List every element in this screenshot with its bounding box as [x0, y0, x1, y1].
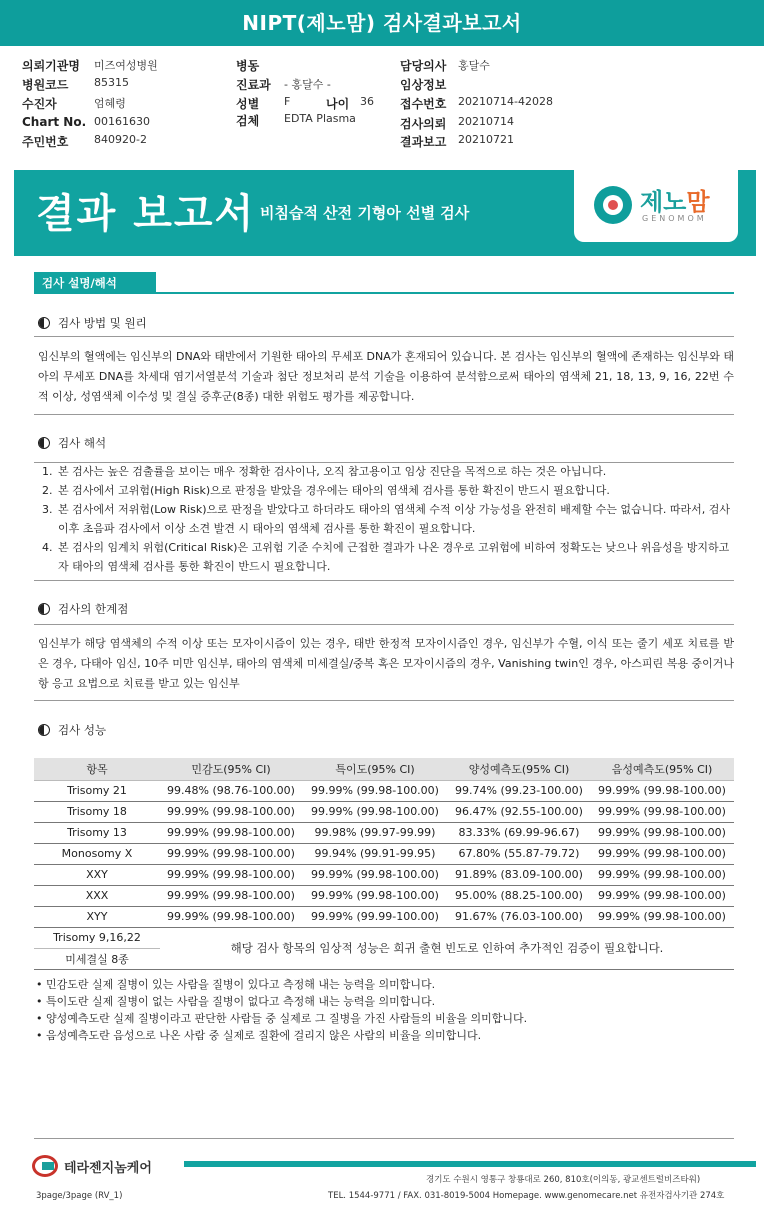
footer-address: 경기도 수원시 영통구 창룡대로 260, 810호(이의동, 광교센트럴비즈타워) — [426, 1175, 701, 1185]
info-value: 홍달수 — [458, 59, 490, 72]
table-cell: 91.89% (83.09-100.00) — [448, 864, 590, 885]
divider — [34, 624, 734, 625]
performance-table — [34, 758, 734, 970]
table-row — [34, 822, 734, 843]
divider — [34, 580, 734, 581]
table-header-row — [34, 758, 734, 780]
info-row-4 — [22, 112, 762, 134]
section-tab: 검사 설명/해석 — [34, 272, 156, 294]
table-cell: 99.99% (99.98-100.00) — [302, 885, 448, 906]
table-cell: 99.99% (99.98-100.00) — [160, 906, 302, 927]
info-label: 검체 — [236, 114, 260, 128]
column-header: 항목 — [34, 758, 160, 780]
banner-subtitle: 비침습적 산전 기형아 선별 검사 — [260, 204, 470, 222]
info-label: 임상정보 — [400, 78, 447, 92]
performance-heading: 검사 성능 — [38, 722, 106, 738]
half-circle-icon — [38, 724, 50, 736]
table-row — [34, 843, 734, 864]
info-label: 검사의뢰 — [400, 117, 447, 131]
table-cell: 99.94% (99.91-99.95) — [302, 843, 448, 864]
table-row — [34, 906, 734, 927]
table-cell: Trisomy 18 — [34, 801, 160, 822]
footer-contact: TEL. 1544-9771 / FAX. 031-8019-5004 Homepage. www.genomecare.net 유전자검사기관 274호 — [328, 1191, 725, 1201]
company-name: 테라젠지놈케어 — [64, 1161, 152, 1176]
info-row-3 — [22, 95, 762, 114]
method-text: 임신부의 혈액에는 임신부의 DNA와 태반에서 기원한 태아의 무세포 DNA가 혼재되어 있습니다. 본 검사는 임신부의 혈액에 존재하는 임신부와 태아의 무세포 DNA를 차세대 염기서열분석 기술과 첨단 정보처리 분석 기술을 이용하여 분석함으로써 태아의 염색체 21, 18, 13, 9, 16, 22번 수적 이상, 성염색체 이수성 및 결실 증후군(8종) 대한 위험도 평가를 제공합니다. — [38, 350, 734, 403]
table-cell: 미세결실 8종 — [34, 948, 160, 969]
table-row — [34, 801, 734, 822]
footer-bar — [184, 1161, 756, 1167]
table-cell: 99.99% (99.98-100.00) — [160, 864, 302, 885]
column-header: 특이도(95% CI) — [302, 758, 448, 780]
page-number: 3page/3page (RV_1) — [36, 1191, 123, 1201]
half-circle-icon — [38, 317, 50, 329]
info-label: 주민번호 — [22, 135, 69, 149]
half-circle-icon — [38, 603, 50, 615]
footer-divider — [34, 1138, 734, 1139]
method-heading: 검사 방법 및 원리 — [38, 315, 147, 331]
info-value: 20210714-42028 — [458, 95, 553, 108]
extra-note: 해당 검사 항목의 임상적 성능은 희귀 출현 빈도로 인하여 추가적인 검증이 필요합니다. — [160, 927, 734, 969]
list-item: • 양성예측도란 실제 질병이라고 판단한 사람들 중 실제로 그 질병을 가진 사람들의 비율을 의미합니다. — [36, 1010, 736, 1027]
info-label: 나이 — [326, 97, 350, 111]
logo-subtext: GENOMOM — [642, 214, 707, 223]
info-label: 담당의사 — [400, 59, 447, 73]
table-cell: 99.48% (98.76-100.00) — [160, 780, 302, 801]
table-cell: 99.99% (99.98-100.00) — [160, 822, 302, 843]
table-cell: 99.99% (99.98-100.00) — [302, 864, 448, 885]
column-header: 음성예측도(95% CI) — [590, 758, 734, 780]
table-cell: XXX — [34, 885, 160, 906]
table-cell: 99.99% (99.99-100.00) — [302, 906, 448, 927]
info-label: 수진자 — [22, 97, 57, 111]
table-cell: 99.99% (99.98-100.00) — [590, 885, 734, 906]
list-item: • 민감도란 실제 질병이 있는 사람을 질병이 있다고 측정해 내는 능력을 의미합니다. — [36, 976, 736, 993]
table-cell: 99.98% (99.97-99.99) — [302, 822, 448, 843]
logo-mark-icon — [594, 186, 632, 224]
table-cell: 67.80% (55.87-79.72) — [448, 843, 590, 864]
table-cell: 99.99% (99.98-100.00) — [590, 801, 734, 822]
column-header: 양성예측도(95% CI) — [448, 758, 590, 780]
limitations-text: 임신부가 해당 염색체의 수적 이상 또는 모자이시즘이 있는 경우, 태반 한정적 모자이시즘인 경우, 임신부가 수혈, 이식 또는 줄기 세포 치료를 받은 경우, 다태아 임신, 10주 미만 임신부, 태아의 염색체 미세결실/중복 혹은 모자이시즘의 경우, Vanishing twin인 경우, 아스피린 복용 중이거나 항 응고 요법으로 치료를 받고 있는 임신부 — [38, 637, 734, 690]
list-item: 3. 본 검사에서 저위험(Low Risk)으로 판정을 받았다고 하더라도 태아의 염색체 수적 이상 가능성을 완전히 배제할 수는 없습니다. 따라서, 검사 이후 초음파 검사에서 이상 소견 발견 시 태아의 염색체 검사를 통한 확진이 필요합니다. — [42, 503, 731, 535]
definition-notes — [36, 976, 736, 1044]
list-item: 2. 본 검사에서 고위험(High Risk)으로 판정을 받았을 경우에는 태아의 염색체 검사를 통한 확진이 반드시 필요합니다. — [42, 484, 610, 497]
info-value: 20210714 — [458, 115, 514, 128]
info-value: 36 — [360, 95, 374, 108]
info-value: 00161630 — [94, 115, 150, 128]
list-item: 4. 본 검사의 임계치 위험(Critical Risk)은 고위험 기준 수치에 근접한 결과가 나온 경우로 고위험에 비하여 정확도는 낮으나 위음성을 방지하고자 태아의 염색체 검사를 통한 확진이 반드시 필요합니다. — [42, 541, 730, 573]
interpretation-heading: 검사 해석 — [38, 435, 106, 451]
result-banner — [14, 170, 756, 256]
info-value: - 홍달수 - — [284, 78, 331, 91]
section-divider — [34, 292, 734, 294]
table-cell: XYY — [34, 906, 160, 927]
table-row — [34, 885, 734, 906]
report-title: NIPT(제노맘) 검사결과보고서 — [0, 0, 764, 46]
table-cell: Trisomy 9,16,22 — [34, 927, 160, 948]
half-circle-icon — [38, 437, 50, 449]
table-cell: XXY — [34, 864, 160, 885]
limitations-heading: 검사의 한계점 — [38, 601, 128, 617]
list-item: • 특이도란 실제 질병이 없는 사람을 질병이 없다고 측정해 내는 능력을 의미합니다. — [36, 993, 736, 1010]
info-value: 엄혜령 — [94, 97, 126, 110]
table-cell: 99.99% (99.98-100.00) — [590, 864, 734, 885]
table-cell: 91.67% (76.03-100.00) — [448, 906, 590, 927]
table-cell: 99.99% (99.98-100.00) — [302, 780, 448, 801]
table-row — [34, 780, 734, 801]
table-cell: Monosomy X — [34, 843, 160, 864]
table-cell: Trisomy 21 — [34, 780, 160, 801]
info-value: 85315 — [94, 76, 129, 89]
info-row-1 — [22, 57, 762, 76]
info-label: Chart No. — [22, 115, 87, 129]
table-cell: 99.99% (99.98-100.00) — [590, 843, 734, 864]
column-header: 민감도(95% CI) — [160, 758, 302, 780]
info-label: 진료과 — [236, 78, 271, 92]
list-item: 1. 본 검사는 높은 검출률을 보이는 매우 정확한 검사이나, 오직 참고용이고 임상 진단을 목적으로 하는 것은 아닙니다. — [42, 465, 607, 478]
info-label: 의뢰기관명 — [22, 59, 80, 73]
divider — [34, 414, 734, 415]
table-cell: 99.99% (99.98-100.00) — [302, 801, 448, 822]
banner-title: 결과 보고서 — [36, 191, 256, 237]
info-row-2 — [22, 76, 762, 95]
logo-text: 제노맘 — [640, 188, 710, 216]
table-cell: 99.99% (99.98-100.00) — [590, 780, 734, 801]
info-label: 성별 — [236, 97, 260, 111]
info-row-5 — [22, 133, 762, 152]
info-value: 20210721 — [458, 133, 514, 146]
info-value: 미즈여성병원 — [94, 59, 158, 72]
table-cell: 99.99% (99.98-100.00) — [160, 885, 302, 906]
table-cell: 83.33% (69.99-96.67) — [448, 822, 590, 843]
info-value: 840920-2 — [94, 133, 147, 146]
info-label: 결과보고 — [400, 135, 447, 149]
list-item: • 음성예측도란 음성으로 나온 사람 중 실제로 질환에 걸리지 않은 사람의 비율을 의미합니다. — [36, 1027, 736, 1044]
company-logo — [32, 1155, 182, 1177]
info-value: F — [284, 95, 291, 108]
divider — [34, 700, 734, 701]
info-label: 병원코드 — [22, 78, 69, 92]
table-cell: 99.99% (99.98-100.00) — [590, 906, 734, 927]
divider — [34, 336, 734, 337]
table-cell: 96.47% (92.55-100.00) — [448, 801, 590, 822]
interpretation-list — [42, 462, 732, 576]
info-label: 병동 — [236, 59, 260, 73]
table-cell: 99.74% (99.23-100.00) — [448, 780, 590, 801]
table-row — [34, 927, 734, 948]
info-value: EDTA Plasma — [284, 112, 356, 125]
table-row — [34, 864, 734, 885]
table-cell: 99.99% (99.98-100.00) — [160, 843, 302, 864]
table-cell: 99.99% (99.98-100.00) — [160, 801, 302, 822]
table-cell: Trisomy 13 — [34, 822, 160, 843]
table-cell: 95.00% (88.25-100.00) — [448, 885, 590, 906]
table-cell: 99.99% (99.98-100.00) — [590, 822, 734, 843]
genomom-logo — [574, 170, 738, 242]
info-label: 접수번호 — [400, 97, 447, 111]
